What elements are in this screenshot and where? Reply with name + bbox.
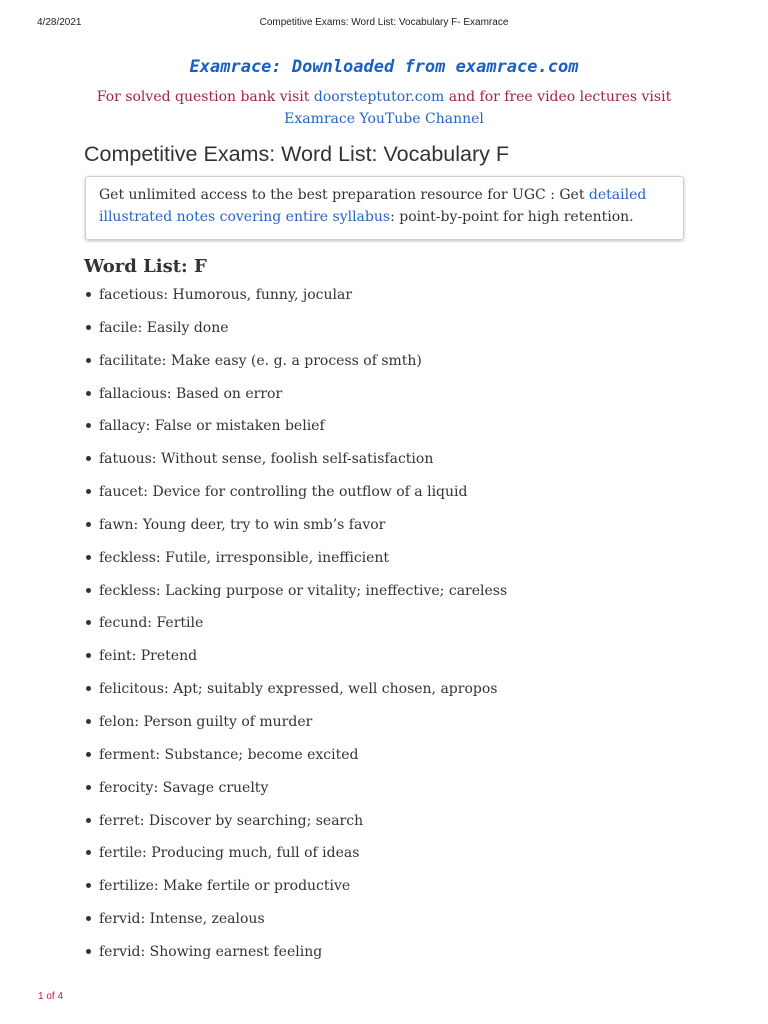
word-item: [84, 612, 507, 645]
print-date: 4/28/2021: [37, 17, 82, 28]
banner-line1-prefix: For solved question bank visit: [96, 89, 314, 105]
word-item: [84, 350, 507, 383]
access-suffix: : point-by-point for high retention.: [390, 209, 634, 225]
word-text: ferret: Discover by searching; search: [99, 812, 364, 829]
bullet-icon: [86, 818, 91, 823]
word-item: [84, 711, 507, 744]
word-text: facile: Easily done: [99, 319, 229, 336]
word-text: fatuous: Without sense, foolish self-satisfaction: [99, 451, 434, 468]
word-item: [84, 908, 507, 941]
bullet-icon: [86, 292, 91, 297]
word-text: fawn: Young deer, try to win smb’s favor: [99, 516, 386, 533]
word-text: ferment: Substance; become excited: [99, 746, 359, 763]
word-text: facetious: Humorous, funny, jocular: [99, 287, 353, 303]
word-item: [84, 810, 507, 843]
youtube-channel-link[interactable]: Examrace YouTube Channel: [284, 111, 484, 127]
bullet-icon: [86, 949, 91, 954]
word-text: felicitous: Apt; suitably expressed, well chosen, apropos: [99, 681, 498, 698]
bullet-icon: [86, 752, 91, 757]
access-notice-box: [85, 176, 684, 240]
word-item: [84, 383, 507, 416]
bullet-icon: [86, 358, 91, 363]
word-item: [84, 744, 507, 777]
word-item: [84, 777, 507, 810]
word-text: felon: Person guilty of murder: [99, 713, 313, 730]
bullet-icon: [86, 555, 91, 560]
doorsteptutor-link[interactable]: doorsteptutor.com: [313, 89, 445, 105]
section-heading: Word List: F: [84, 256, 207, 277]
word-text: faucet: Device for controlling the outflow of a liquid: [99, 484, 468, 501]
page-counter: 1 of 4: [38, 991, 64, 1002]
bullet-icon: [86, 391, 91, 396]
banner-title: Examrace: Downloaded from examrace.com: [189, 57, 579, 77]
page-title: Competitive Exams: Word List: Vocabulary F: [84, 142, 509, 166]
bullet-icon: [86, 850, 91, 855]
bullet-icon: [86, 620, 91, 625]
banner-line-youtube: [0, 109, 768, 129]
bullet-icon: [86, 686, 91, 691]
bullet-icon: [86, 489, 91, 494]
word-item: [84, 481, 507, 514]
bullet-icon: [86, 456, 91, 461]
word-text: fallacious: Based on error: [99, 385, 283, 402]
bullet-icon: [86, 588, 91, 593]
word-item: [84, 941, 507, 974]
word-text: facilitate: Make easy (e. g. a process of smth): [99, 352, 422, 369]
word-text: fallacy: False or mistaken belief: [99, 418, 325, 435]
word-list: [84, 284, 507, 974]
bullet-icon: [86, 916, 91, 921]
word-item: [84, 284, 507, 317]
bullet-icon: [86, 785, 91, 790]
word-item: [84, 678, 507, 711]
word-item: [84, 317, 507, 350]
bullet-icon: [86, 522, 91, 527]
word-text: fertile: Producing much, full of ideas: [99, 845, 360, 862]
banner-line1-suffix: and for free video lectures visit: [444, 89, 672, 105]
word-item: [84, 448, 507, 481]
word-item: [84, 547, 507, 580]
word-item: [84, 875, 507, 908]
word-text: fertilize: Make fertile or productive: [99, 878, 351, 895]
bullet-icon: [86, 883, 91, 888]
word-text: fervid: Intense, zealous: [99, 911, 265, 928]
word-text: feint: Pretend: [99, 648, 198, 665]
word-text: fecund: Fertile: [99, 615, 204, 632]
word-text: fervid: Showing earnest feeling: [99, 943, 323, 960]
banner-line-question-bank: [0, 87, 768, 107]
word-item: [84, 415, 507, 448]
word-text: feckless: Futile, irresponsible, inefficient: [99, 549, 390, 566]
word-item: [84, 645, 507, 678]
bullet-icon: [86, 325, 91, 330]
word-item: [84, 580, 507, 613]
bullet-icon: [86, 423, 91, 428]
print-header: [0, 17, 768, 31]
illustrated-notes-link[interactable]: detailed illustrated notes covering entire syllabus: [99, 187, 647, 225]
word-item: [84, 842, 507, 875]
access-prefix: Get unlimited access to the best preparation resource for UGC : Get: [99, 187, 589, 203]
bullet-icon: [86, 653, 91, 658]
word-text: ferocity: Savage cruelty: [99, 779, 269, 796]
print-title: Competitive Exams: Word List: Vocabulary F- Examrace: [259, 17, 509, 28]
bullet-icon: [86, 719, 91, 724]
word-text: feckless: Lacking purpose or vitality; ineffective; careless: [99, 582, 508, 599]
word-item: [84, 514, 507, 547]
